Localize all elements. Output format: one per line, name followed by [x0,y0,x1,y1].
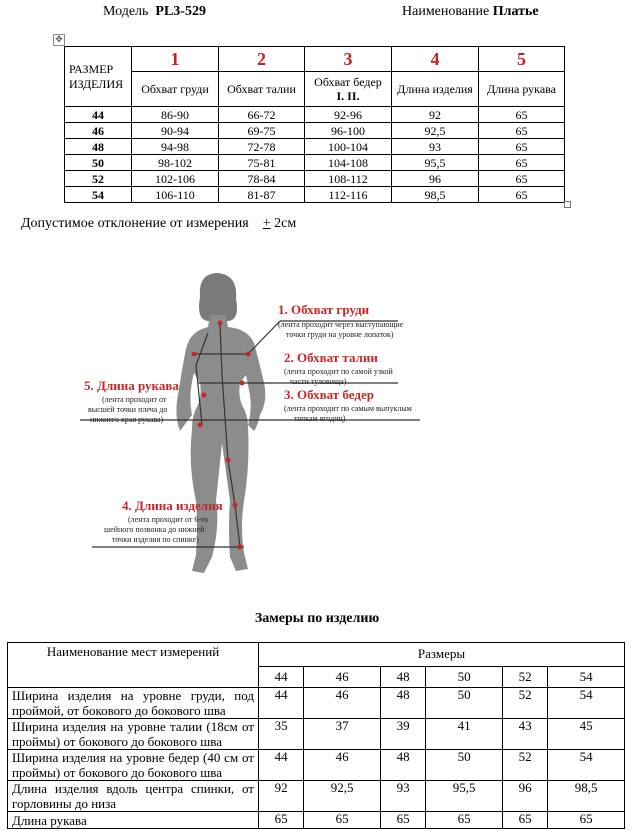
label-3-note: точкам ягодиц) [294,414,346,423]
column-label: Обхват груди [132,72,219,107]
label-4-title: 4. Длина изделия [122,498,223,513]
label-4-note: точки изделия по спинке) [112,535,199,544]
value-cell: 102-106 [132,171,219,187]
point [226,458,231,463]
value-cell: 100-104 [305,139,392,155]
name-label: Наименование [402,4,490,19]
label-4-note: (лента проходит от 6-го [128,515,209,524]
measurement-row [8,688,625,719]
size-header-cell: 52 [502,666,547,687]
label-1-title: 1. Обхват груди [278,302,370,317]
column-number: 5 [479,47,565,72]
label-5-title: 5. Длина рукава [84,378,179,393]
measurement-value: 39 [380,719,425,750]
point [192,352,197,357]
size-cell: 44 [65,107,132,123]
model-line [103,4,206,20]
label-1-note: точки груди на уровне лопаток) [286,330,394,339]
measurement-value: 92,5 [304,781,381,812]
value-cell: 96 [392,171,479,187]
measurement-row [8,812,625,829]
size-header-cell: 44 [259,666,304,687]
sizes-header: Размеры [259,643,625,667]
value-cell: 92-96 [305,107,392,123]
measurements-body [8,688,625,829]
bust-leader [248,321,280,354]
size-table-body [65,107,565,203]
measurement-row [8,750,625,781]
measurement-label: Длина рукава [8,812,259,829]
size-row [65,107,565,123]
size-header-cell: 50 [426,666,503,687]
size-header-cell: 54 [548,666,625,687]
table-move-handle-icon[interactable]: ✥ [53,34,65,46]
value-cell: 66-72 [219,107,305,123]
size-table-number-row [65,47,565,72]
value-cell: 98-102 [132,155,219,171]
label-2-note: части туловища) [290,377,347,386]
measurement-value: 96 [502,781,547,812]
size-table-corner-label: РАЗМЕР ИЗДЕЛИЯ [65,47,132,107]
value-cell: 65 [479,139,565,155]
point [202,393,207,398]
table-resize-handle[interactable] [564,201,571,208]
measurements-table [7,642,625,829]
measurement-value: 50 [426,750,503,781]
value-cell: 86-90 [132,107,219,123]
measurement-value: 54 [548,688,625,719]
value-cell: 65 [479,123,565,139]
column-label-text: Обхват бедер [314,75,382,89]
value-cell: 104-108 [305,155,392,171]
column-label: Длина рукава [479,72,565,107]
size-row [65,139,565,155]
measurement-value: 37 [304,719,381,750]
value-cell: 69-75 [219,123,305,139]
value-cell: 95,5 [392,155,479,171]
point [198,423,203,428]
measurement-label: Ширина изделия на уровне груди, под проймой, от бокового до бокового шва [8,688,259,719]
label-2-title: 2. Обхват талии [284,350,378,365]
measurement-value: 44 [259,688,304,719]
value-cell: 72-78 [219,139,305,155]
value-cell: 93 [392,139,479,155]
value-cell: 92,5 [392,123,479,139]
size-cell: 50 [65,155,132,171]
column-number: 4 [392,47,479,72]
value-cell: 106-110 [132,187,219,203]
column-label-suffix: I. II. [336,89,360,103]
point [246,352,251,357]
measurement-value: 65 [548,812,625,829]
tolerance-value: 2см [274,216,297,231]
label-2-note: (лента проходит по самой узкой [284,367,393,376]
section-title: Замеры по изделию [254,611,380,626]
measurement-value: 65 [380,812,425,829]
point [240,381,245,386]
size-row [65,123,565,139]
value-cell: 94-98 [132,139,219,155]
value-cell: 65 [479,171,565,187]
measurement-value: 65 [259,812,304,829]
size-cell: 54 [65,187,132,203]
value-cell: 78-84 [219,171,305,187]
measurements-header-row [8,643,625,667]
tolerance-note [21,216,296,232]
measurement-value: 35 [259,719,304,750]
measurement-value: 50 [426,688,503,719]
size-table [64,46,565,203]
value-cell: 108-112 [305,171,392,187]
value-cell: 65 [479,187,565,203]
value-cell: 98,5 [392,187,479,203]
measurement-value: 44 [259,750,304,781]
measurement-value: 43 [502,719,547,750]
value-cell: 112-116 [305,187,392,203]
value-cell: 92 [392,107,479,123]
value-cell: 75-81 [219,155,305,171]
measurement-value: 65 [502,812,547,829]
measurement-label: Длина изделия вдоль центра спинки, от горловины до низа [8,781,259,812]
value-cell: 81-87 [219,187,305,203]
name-value: Платье [492,4,539,19]
measurement-value: 46 [304,688,381,719]
model-label: Модель [103,4,149,19]
measurement-row [8,719,625,750]
label-5-note: высшей точки плеча до [88,405,168,414]
column-number: 2 [219,47,305,72]
size-cell: 46 [65,123,132,139]
tolerance-text: Допустимое отклонение от измерения [21,216,249,231]
column-label-hips [305,72,392,107]
size-header-cell: 48 [380,666,425,687]
column-number: 3 [305,47,392,72]
label-3-title: 3. Обхват бедер [284,387,374,402]
measurement-value: 65 [304,812,381,829]
measurement-value: 41 [426,719,503,750]
plus-minus-sign: + [262,216,271,231]
point [238,545,243,550]
value-cell: 90-94 [132,123,219,139]
measurement-label: Ширина изделия на уровне бедер (40 см от проймы) от бокового до бокового шва [8,750,259,781]
measurement-value: 92 [259,781,304,812]
measurement-value: 52 [502,750,547,781]
point [233,503,238,508]
label-5-note: нижнего края рукава) [90,415,164,424]
column-label: Длина изделия [392,72,479,107]
measurement-value: 65 [426,812,503,829]
size-table-label-row [65,72,565,107]
size-cell: 48 [65,139,132,155]
size-row [65,155,565,171]
figure-hair [199,273,237,321]
column-label: Обхват талии [219,72,305,107]
measurement-value: 98,5 [548,781,625,812]
measurement-row [8,781,625,812]
label-5-note: (лента проходит от [102,395,167,404]
value-cell: 65 [479,155,565,171]
name-line [402,4,539,20]
value-cell: 96-100 [305,123,392,139]
measurement-value: 95,5 [426,781,503,812]
measurement-value: 45 [548,719,625,750]
measurement-figure [80,265,440,585]
measurement-value: 54 [548,750,625,781]
size-cell: 52 [65,171,132,187]
label-1-note: (лента проходит через выступающие [278,320,404,329]
measurement-value: 48 [380,688,425,719]
value-cell: 65 [479,107,565,123]
size-row [65,171,565,187]
measurement-value: 46 [304,750,381,781]
measurement-value: 48 [380,750,425,781]
label-4-note: шейного позвонка до нижней [104,525,205,534]
size-header-cell: 46 [304,666,381,687]
model-value: PL3-529 [155,4,206,19]
measurement-value: 93 [380,781,425,812]
column-number: 1 [132,47,219,72]
measurement-value: 52 [502,688,547,719]
point [218,321,223,326]
measurement-label: Ширина изделия на уровне талии (18см от проймы) от бокового до бокового шва [8,719,259,750]
measurements-header-label: Наименование мест измерений [8,643,259,688]
size-row [65,187,565,203]
label-3-note: (лента проходит по самым выпуклым [284,404,412,413]
